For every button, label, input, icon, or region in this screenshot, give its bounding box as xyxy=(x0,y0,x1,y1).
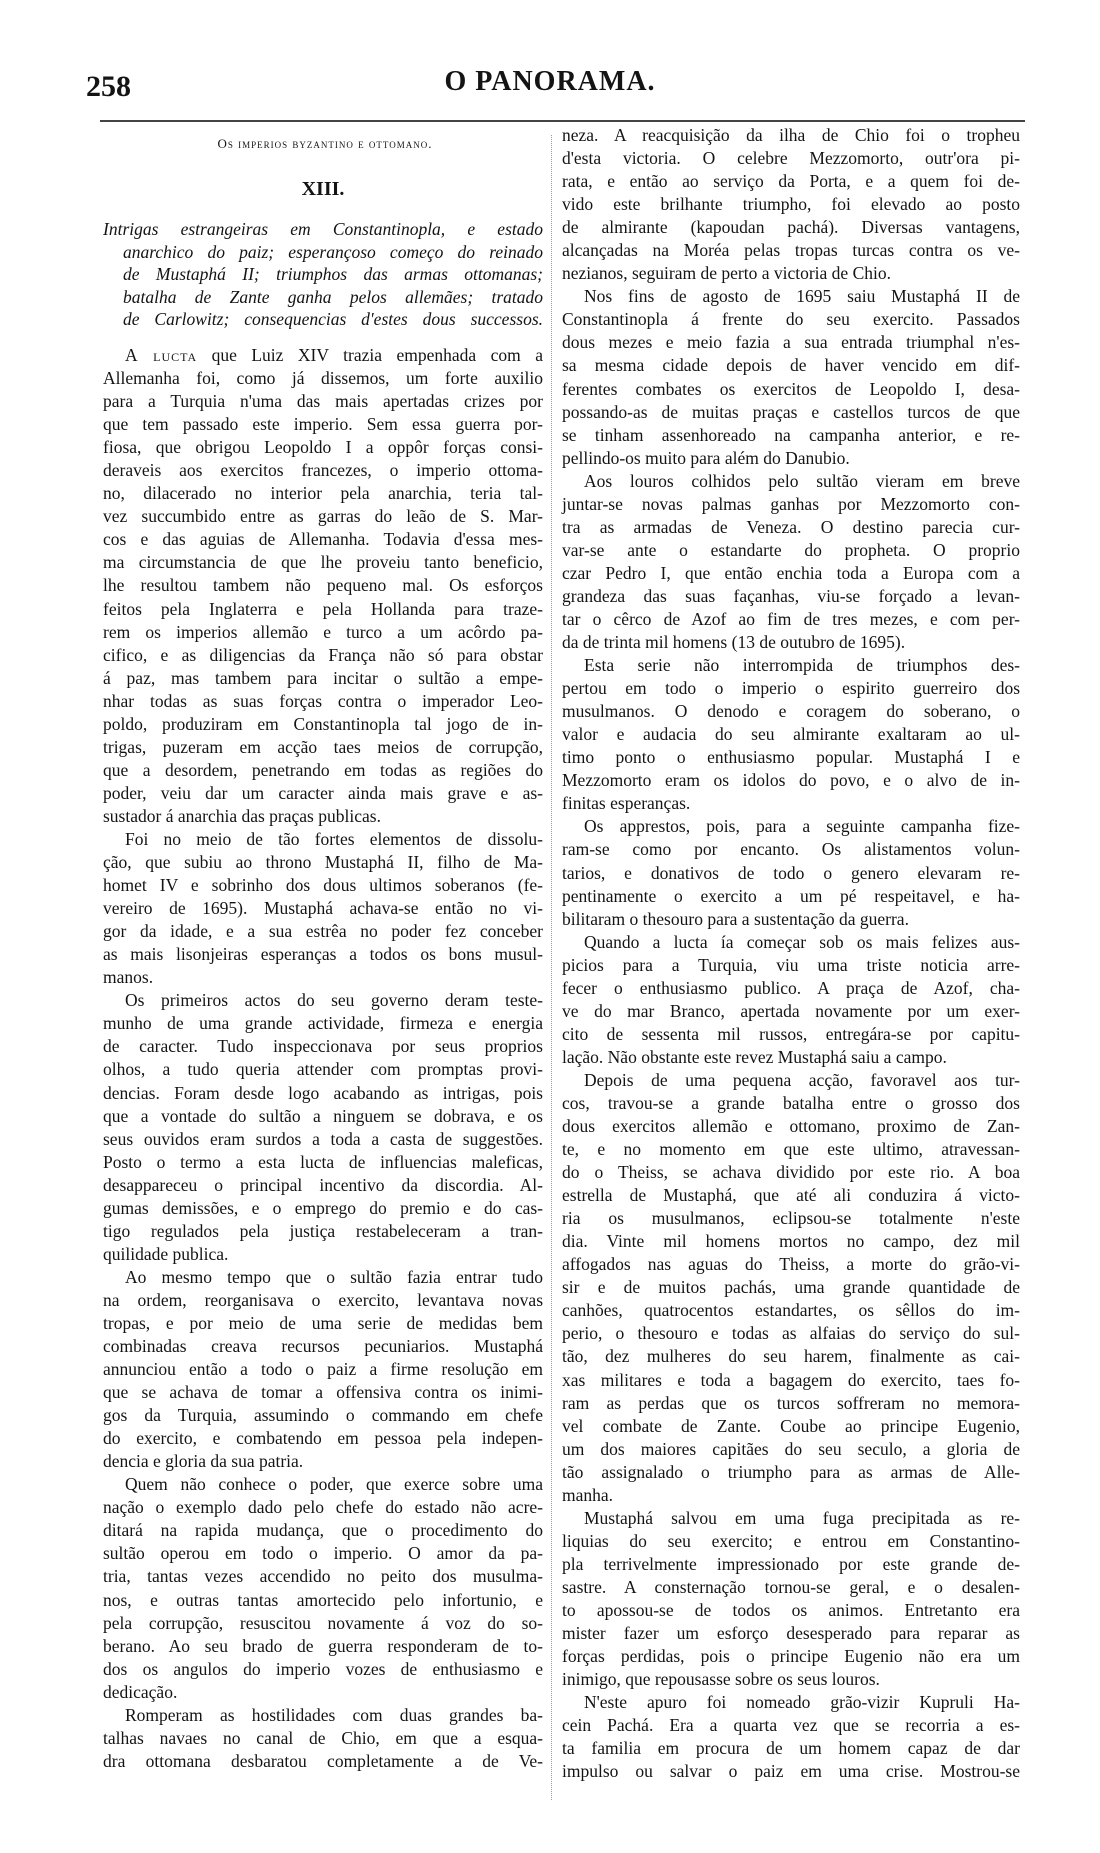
text-line: possando-as de muitas praças e castellos turcos de que xyxy=(562,401,1020,422)
text-line: d'esta victoria. O celebre Mezzomorto, outr'ora pi- xyxy=(562,148,1020,169)
text-line: ve do mar Branco, apertada novamente por um exer- xyxy=(562,1000,1020,1021)
text-line: ram as perdas que os turcos soffreram no memora- xyxy=(562,1392,1020,1413)
text-line: ma circumstancia de que lhe proveiu tanto beneficio, xyxy=(103,552,543,573)
text-line: annunciou então a todo o paiz a firme resolução em xyxy=(103,1359,543,1380)
text-line: N'este apuro foi nomeado grão-vizir Kupruli Ha- xyxy=(584,1692,1020,1713)
text-line: Nos fins de agosto de 1695 saiu Mustaphá II de xyxy=(584,286,1020,307)
text-line: juntar-se novas palmas ganhas por Mezzomorto con- xyxy=(562,493,1020,514)
text-line: pela corrupção, resuscitou novamente á voz do so- xyxy=(103,1612,543,1633)
text-line: pertou em todo o imperio o espirito guerreiro dos xyxy=(562,678,1020,699)
text-line: affogados nas aguas do Theiss, a morte do grão-vi- xyxy=(562,1254,1020,1275)
text-line: Mezzomorto eram os idolos do povo, e o alvo de in- xyxy=(562,770,1020,791)
text-line: tropas, e por meio de uma serie de medidas bem xyxy=(103,1312,543,1333)
page-number: 258 xyxy=(86,70,131,103)
text-line: sastre. A consternação tornou-se geral, e o desalen- xyxy=(562,1576,1020,1597)
text-line: tão assignalado o triumpho para as armas de Alle- xyxy=(562,1461,1020,1482)
text-line: finitas esperanças. xyxy=(562,793,691,814)
text-line: Constantinopla á frente do seu exercito. Passados xyxy=(562,309,1020,330)
text-line: manha. xyxy=(562,1484,614,1505)
text-line: A lucta que Luiz XIV trazia empenhada com a xyxy=(125,345,543,365)
summary-line: de Mustaphá II; triumphos das armas ottomanas; xyxy=(123,264,543,284)
text-line: impulso ou salvar o paiz em uma crise. Mostrou-se xyxy=(562,1761,1020,1782)
text-line: to apossou-se de todos os animos. Entretanto era xyxy=(562,1600,1020,1620)
text-line: nos, e outras tantas amortecido pelo infortunio, e xyxy=(103,1589,543,1610)
text-line: timo ponto o enthusiasmo popular. Mustaphá I e xyxy=(562,747,1020,768)
text-line: var-se ante o estandarte do propheta. O proprio xyxy=(562,539,1020,560)
text-line: fiosa, que obrigou Leopoldo I a oppôr forças consi- xyxy=(103,437,543,458)
text-line: quilidade publica. xyxy=(103,1243,229,1264)
text-line: do o Theiss, se achava dividido por este rio. A boa xyxy=(562,1162,1020,1183)
text-line: nhar todas as suas forças contra o imperador Leo- xyxy=(103,690,543,711)
text-line: seus ouvidos eram surdos a toda a casta de suggestões. xyxy=(103,1128,543,1149)
text-line: feitos pela Inglaterra e pela Hollanda para traze- xyxy=(103,598,543,619)
text-line: tar o cêrco de Azof ao fim de tres mezes, e com per- xyxy=(562,608,1020,629)
text-line: berano. Ao seu brado de guerra responderam de to- xyxy=(103,1635,543,1656)
text-line: talhas navaes no canal de Chio, em que a esqua- xyxy=(103,1727,543,1748)
text-line: manos. xyxy=(103,967,154,988)
text-line: mister fazer um esforço desesperado para reparar as xyxy=(562,1623,1020,1644)
text-line: cos e das aguias de Allemanha. Todavia d'essa mes- xyxy=(103,529,543,550)
header-rule xyxy=(100,120,1025,122)
text-line: nação o exemplo dado pelo chefe do estado não acre- xyxy=(103,1497,543,1518)
text-line: Esta serie não interrompida de triumphos des- xyxy=(584,655,1020,676)
text-line: ção, que subiu ao throno Mustaphá II, filho de Ma- xyxy=(103,852,543,873)
summary-line: anarchico do paiz; esperançoso começo do reinado xyxy=(123,241,543,262)
text-line: dia. Vinte mil homens mortos no campo, dez mil xyxy=(562,1231,1020,1252)
text-line: que a vontade do sultão a ninguem se dobrava, e os xyxy=(103,1105,543,1126)
paragraph xyxy=(103,828,543,989)
text-line: dedicação. xyxy=(103,1681,178,1702)
text-line: Os primeiros actos do seu governo deram teste- xyxy=(125,990,543,1011)
text-line: vereiro de 1695). Mustaphá achava-se então no vi- xyxy=(103,898,543,919)
paragraph xyxy=(562,654,1020,815)
summary-line: Intrigas estrangeiras em Constantinopla, e estado xyxy=(103,219,543,239)
text-line: para a Turquia n'uma das mais apertadas crizes por xyxy=(103,391,543,412)
paragraph xyxy=(562,285,1020,469)
summary-line: batalha de Zante ganha pelos allemães; tratado xyxy=(123,286,543,307)
text-line: tigo regulados pela justiça restabeleceram a tran- xyxy=(103,1220,543,1241)
text-line: vez succumbido entre as garras do leão de S. Mar- xyxy=(103,506,543,527)
text-line: cein Pachá. Era a quarta vez que se recorria a es- xyxy=(562,1715,1020,1736)
text-line: Posto o termo a esta lucta de influencias maleficas, xyxy=(103,1151,543,1172)
text-line: ditará na rapida mudança, que o procedimento do xyxy=(103,1520,543,1541)
paragraph xyxy=(562,815,1020,930)
text-line: dra ottomana desbaratou completamente a de Ve- xyxy=(103,1750,543,1771)
text-line: um dos maiores capitães do seu seculo, a gloria de xyxy=(562,1438,1020,1459)
text-line: vido este brilhante triumpho, foi elevado ao posto xyxy=(562,194,1020,215)
text-line: Allemanha foi, como já dissemos, um forte auxilio xyxy=(103,368,543,389)
text-line: rem os imperios allemão e turco a um acôrdo pa- xyxy=(103,621,543,642)
chapter-summary xyxy=(103,218,543,331)
section-title: Os imperios byzantino e ottomano. xyxy=(217,136,433,151)
text-line: cos, travou-se a grande batalha entre o grosso dos xyxy=(562,1092,1020,1113)
paragraph xyxy=(103,989,543,1266)
text-line: gor da idade, e a sua estrêa no poder fez conceber xyxy=(103,921,543,942)
text-line: tão, dez mulheres do seu harem, finalmente as cai- xyxy=(562,1346,1020,1367)
paragraph xyxy=(562,1507,1020,1691)
text-line: ta familia em procura de um homem capaz de dar xyxy=(562,1738,1020,1759)
text-line: ria os musulmanos, eclipsou-se totalmente n'este xyxy=(562,1208,1020,1229)
text-line: do exercito, e combatendo em pessoa pela indepen- xyxy=(103,1428,543,1449)
text-line: cito de sessenta mil russos, entregára-se por capitu- xyxy=(562,1023,1020,1044)
text-line: pla terrivelmente impressionado por este grande de- xyxy=(562,1553,1020,1574)
text-line: dos os angulos do imperio vozes de enthusiasmo e xyxy=(103,1658,543,1679)
paragraph xyxy=(562,124,1020,285)
text-line: neza. A reacquisição da ilha de Chio foi o tropheu xyxy=(562,125,1020,145)
text-line: musulmanos. O denodo e coragem do soberano, o xyxy=(562,701,1020,722)
text-line: dencia e gloria da sua patria. xyxy=(103,1451,304,1472)
text-line: Mustaphá salvou em uma fuga precipitada as re- xyxy=(584,1507,1020,1528)
text-line: rata, e então ao serviço da Porta, e a quem foi de- xyxy=(562,171,1020,192)
text-line: tria, tantas vezes accendido no peito dos musulma- xyxy=(103,1566,543,1587)
text-line: valor e audacia do seu almirante exaltaram ao ul- xyxy=(562,724,1020,745)
text-line: combinadas creava recursos pecuniarios. Mustaphá xyxy=(103,1336,543,1357)
text-line: tra as armadas de Veneza. O destino parecia cur- xyxy=(562,516,1020,537)
text-line: homet IV e sobrinho dos dous ultimos soberanos (fe- xyxy=(103,875,543,896)
text-line: munho de uma grande actividade, firmeza e energia xyxy=(103,1013,543,1034)
text-line: Quando a lucta ía começar sob os mais felizes aus- xyxy=(584,931,1020,952)
text-line: ferentes combates os exercitos de Leopoldo I, desa- xyxy=(562,378,1020,399)
text-line: de caracter. Tudo inspeccionava por seus proprios xyxy=(103,1036,543,1057)
text-line: sir e de muitos pachás, uma grande quantidade de xyxy=(562,1277,1020,1298)
text-line: sultão operou em todo o imperio. O amor da pa- xyxy=(103,1543,543,1564)
text-line: Foi no meio de tão fortes elementos de dissolu- xyxy=(125,828,543,849)
text-line: forças perdidas, pois o principe Eugenio não era um xyxy=(562,1646,1020,1667)
paragraph xyxy=(103,344,543,828)
text-line: Depois de uma pequena acção, favoravel aos tur- xyxy=(584,1069,1020,1090)
text-line: alcançadas na Moréa pelas tropas turcas contra os ve- xyxy=(562,240,1020,261)
text-line: vel combate de Zante. Coube ao principe Eugenio, xyxy=(562,1415,1020,1436)
text-line: da de trinta mil homens (13 de outubro de 1695). xyxy=(562,632,906,653)
paragraph xyxy=(562,1069,1020,1507)
text-line: perio, o thesouro e todas as alfaias do serviço do sul- xyxy=(562,1323,1020,1344)
paragraph xyxy=(562,470,1020,654)
text-line: lhe resultou tambem não pequeno mal. Os esforços xyxy=(103,575,543,596)
text-line: sustador á anarchia das praças publicas. xyxy=(103,805,381,826)
text-line: Ao mesmo tempo que o sultão fazia entrar tudo xyxy=(125,1266,543,1287)
text-line: gumas demissões, e o emprego do premio e do cas- xyxy=(103,1197,543,1218)
text-line: czar Pedro I, que então enchia toda a Europa com a xyxy=(562,562,1020,583)
paragraph xyxy=(103,1473,543,1703)
text-line: ram-se como por encanto. Os alistamentos volun- xyxy=(562,839,1020,860)
text-line: te, e no momento em que este ultimo, atravessan- xyxy=(562,1139,1020,1160)
text-line: bilitaram o thesouro para a sustentação da guerra. xyxy=(562,908,909,929)
paragraph xyxy=(103,1266,543,1473)
running-title: O PANORAMA. xyxy=(444,66,656,97)
text-line: canhões, quatrocentos estandartes, os sêllos do im- xyxy=(562,1300,1020,1321)
text-line: tarios, e donativos de todo o genero elevaram re- xyxy=(562,862,1020,883)
text-line: fecer o enthusiasmo publico. A praça de Azof, cha- xyxy=(562,977,1020,998)
text-line: que a desordem, penetrando em todas as regiões do xyxy=(103,759,543,780)
text-line: olhos, a tudo queria attender com promptas provi- xyxy=(103,1059,543,1080)
paragraph xyxy=(562,1691,1020,1783)
paragraph xyxy=(562,931,1020,1069)
text-line: nezianos, seguiram de perto a victoria de Chio. xyxy=(562,263,891,284)
text-line: sa mesma cidade depois de haver vencido em dif- xyxy=(562,355,1020,376)
text-line: dencias. Foram desde logo acabando as intrigas, pois xyxy=(103,1082,543,1103)
text-line: inimigo, que repousasse sobre os seus louros. xyxy=(562,1669,880,1690)
column-divider xyxy=(551,135,552,1800)
text-line: xas militares e toda a bagagem do exercito, taes fo- xyxy=(562,1369,1020,1390)
paragraph xyxy=(103,1704,543,1773)
text-line: liquias do seu exercito; e entrou em Constantino- xyxy=(562,1530,1020,1551)
text-line: se tinham assenhoreado na campanha anterior, e re- xyxy=(562,424,1020,445)
text-line: lação. Não obstante este revez Mustaphá saiu a campo. xyxy=(562,1046,947,1067)
text-line: Quem não conhece o poder, que exerce sobre uma xyxy=(125,1474,543,1495)
text-line: que se achava de tomar a offensiva contra os inimi- xyxy=(103,1382,543,1403)
text-line: Aos louros colhidos pelo sultão vieram em breve xyxy=(584,470,1020,491)
text-line: que tem passado este imperio. Sem essa guerra por- xyxy=(103,414,543,435)
text-line: poder, veiu dar um caracter ainda mais grave e as- xyxy=(103,782,543,803)
text-line: pentinamente o exercito a um pé respeitavel, e ha- xyxy=(562,885,1020,906)
text-line: poldo, produziram em Constantinopla tal jogo de in- xyxy=(103,713,543,734)
text-line: pellindo-os muito para além do Danubio. xyxy=(562,447,850,468)
text-line: picios para a Turquia, viu uma triste noticia arre- xyxy=(562,954,1020,975)
left-column xyxy=(103,344,543,1773)
text-line: desappareceu o principal incentivo da discordia. Al- xyxy=(103,1174,543,1195)
text-line: dous exercitos allemão e ottomano, proximo de Zan- xyxy=(562,1116,1020,1137)
right-column xyxy=(562,124,1020,1783)
text-line: Os apprestos, pois, para a seguinte campanha fize- xyxy=(584,816,1020,837)
text-line: grandeza das suas façanhas, viu-se forçado a levan- xyxy=(562,585,1020,606)
text-line: dous mezes e meio fazia a sua entrada triumphal n'es- xyxy=(562,332,1020,353)
text-line: á paz, mas tambem para incitar o sultão a empe- xyxy=(103,667,543,688)
text-line: deraveis aos exercitos francezes, o imperio ottoma- xyxy=(103,460,543,481)
text-line: estrella de Mustaphá, que até ali conduzira á victo- xyxy=(562,1185,1020,1206)
text-line: as mais lisonjeiras esperanças a todos os bons musul- xyxy=(103,944,543,965)
text-line: trigas, puzeram em acção taes meios de corrupção, xyxy=(103,736,543,757)
text-line: na ordem, reorganisava o exercito, levantava novas xyxy=(103,1289,543,1310)
text-line: de almirante (kapoudan pachá). Diversas vantagens, xyxy=(562,217,1020,238)
chapter-number: XIII. xyxy=(301,178,345,200)
summary-line: de Carlowitz; consequencias d'estes dous successos. xyxy=(123,309,543,329)
text-line: Romperam as hostilidades com duas grandes ba- xyxy=(125,1704,543,1725)
text-line: cifico, e as diligencias da França não só para obstar xyxy=(103,644,543,665)
text-line: gos da Turquia, assumindo o commando em chefe xyxy=(103,1405,543,1426)
text-line: no, dilacerado no interior pela anarchia, teria tal- xyxy=(103,483,543,504)
